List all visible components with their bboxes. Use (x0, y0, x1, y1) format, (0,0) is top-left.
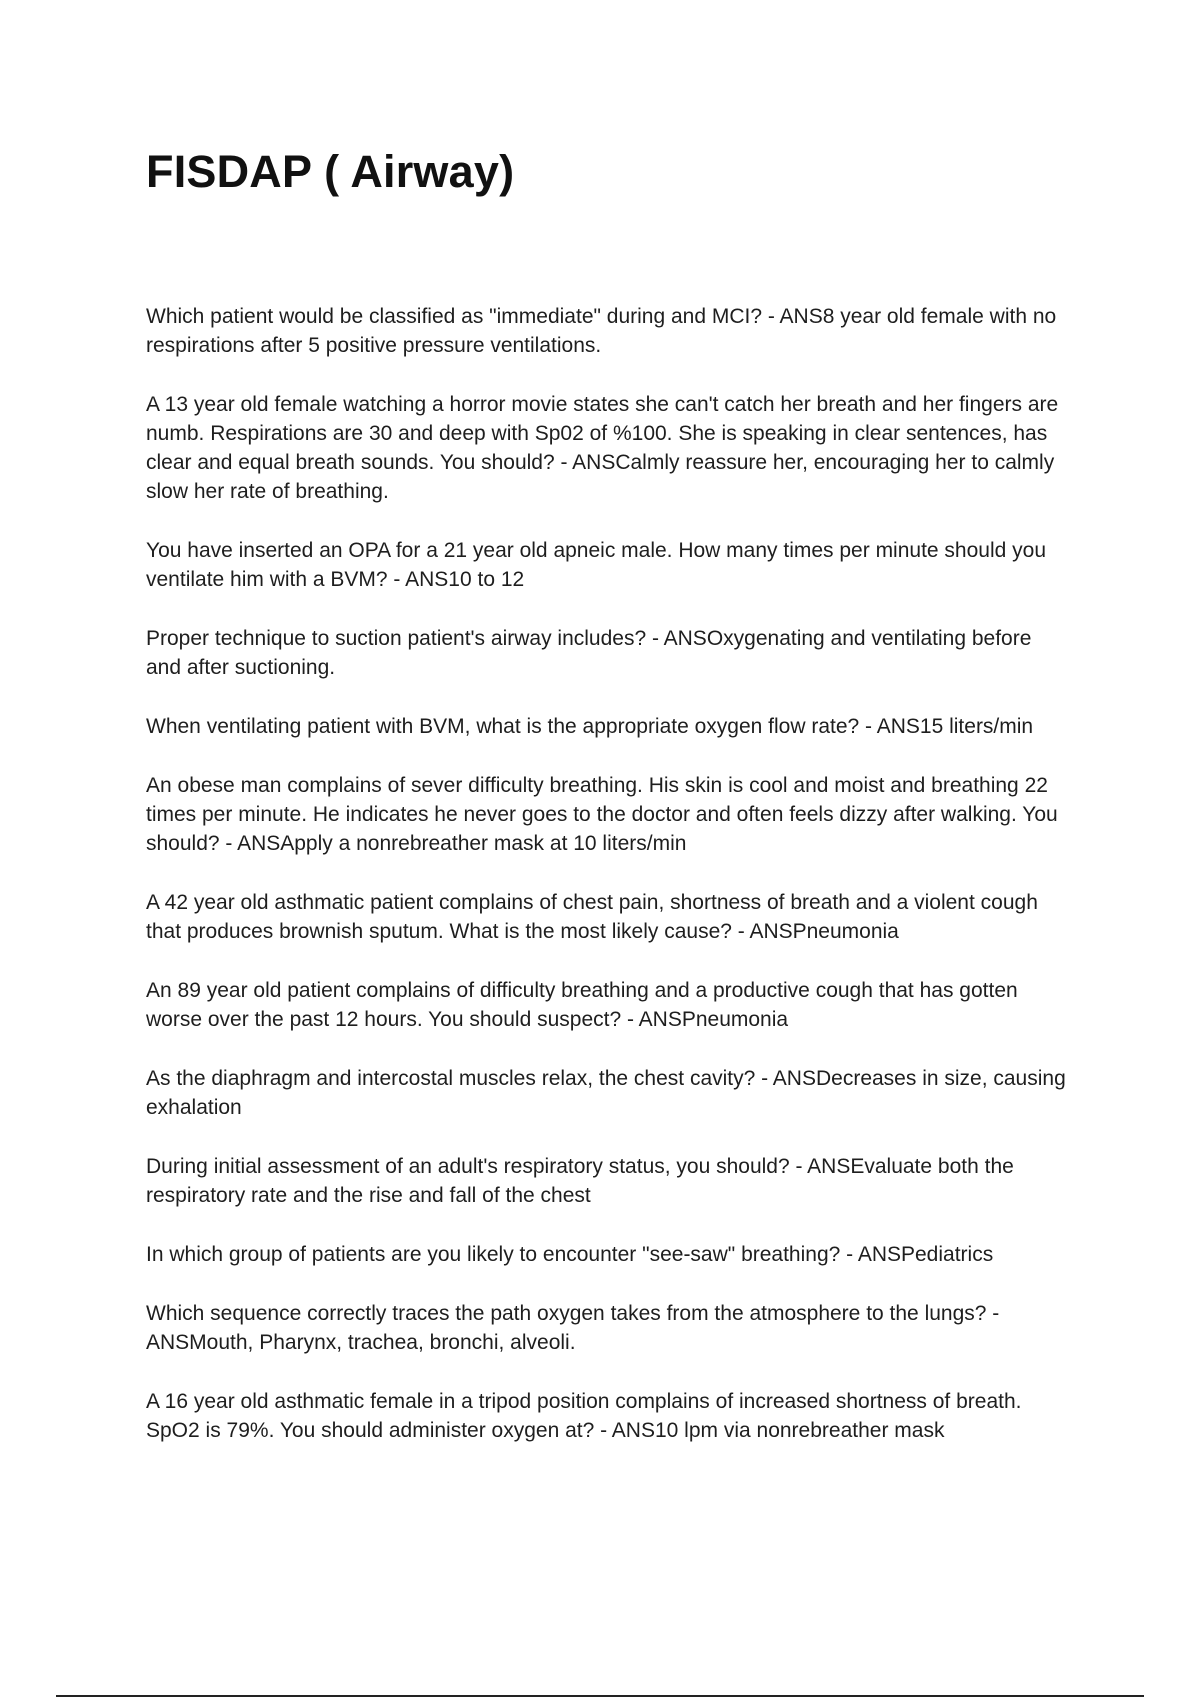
qa-item: A 13 year old female watching a horror movie states she can't catch her breath and her fingers are numb. Respirations are 30 and deep with Sp02 of %100. She is speaking in clear sentences, has clear and equal breath sounds. You should? - ANSCalmly reassure her, encouraging her to calmly slow her rate of breathing. (146, 393, 1059, 503)
qa-item: A 42 year old asthmatic patient complains of chest pain, shortness of breath and a violent cough that produces brownish sputum. What is the most likely cause? - ANSPneumonia (146, 891, 1038, 943)
qa-item: When ventilating patient with BVM, what is the appropriate oxygen flow rate? - ANS15 liters/min (146, 715, 1034, 738)
qa-item: An 89 year old patient complains of difficulty breathing and a productive cough that has gotten worse over the past 12 hours. You should suspect? - ANSPneumonia (146, 979, 1018, 1031)
page-bottom-divider (56, 1695, 1144, 1697)
qa-item: Proper technique to suction patient's airway includes? - ANSOxygenating and ventilating before and after suctioning. (146, 627, 1032, 679)
qa-item: You have inserted an OPA for a 21 year old apneic male. How many times per minute should you ventilate him with a BVM? - ANS10 to 12 (146, 539, 1047, 591)
page-title: FISDAP ( Airway) (146, 146, 515, 197)
qa-item: As the diaphragm and intercostal muscles relax, the chest cavity? - ANSDecreases in size, causing exhalation (146, 1067, 1066, 1119)
qa-item: An obese man complains of sever difficulty breathing. His skin is cool and moist and breathing 22 times per minute. He indicates he never goes to the doctor and often feels dizzy after walking. You should? - ANSApply a nonrebreather mask at 10 liters/min (146, 774, 1058, 855)
qa-item: Which patient would be classified as "immediate" during and MCI? - ANS8 year old female with no respirations after 5 positive pressure ventilations. (146, 305, 1057, 357)
qa-item: In which group of patients are you likely to encounter "see-saw" breathing? - ANSPediatrics (146, 1243, 994, 1266)
qa-list (146, 302, 1066, 1475)
qa-item: A 16 year old asthmatic female in a tripod position complains of increased shortness of breath. SpO2 is 79%. You should administer oxygen at? - ANS10 lpm via nonrebreather mask (146, 1390, 1022, 1442)
qa-item: Which sequence correctly traces the path oxygen takes from the atmosphere to the lungs? - ANSMouth, Pharynx, trachea, bronchi, alveoli. (146, 1302, 1000, 1354)
qa-item: During initial assessment of an adult's respiratory status, you should? - ANSEvaluate both the respiratory rate and the rise and fall of the chest (146, 1155, 1014, 1207)
